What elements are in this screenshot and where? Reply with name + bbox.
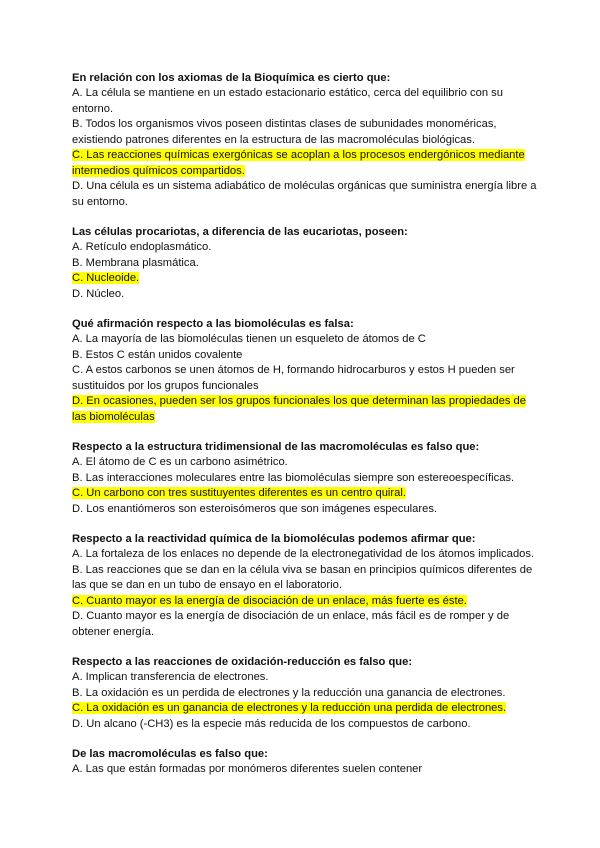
answer-option-highlighted	[72, 271, 540, 287]
answer-option	[72, 363, 540, 394]
answer-option	[72, 86, 540, 117]
question-block	[72, 440, 540, 517]
answer-option-highlighted	[72, 148, 540, 179]
answer-option	[72, 471, 540, 487]
question-text: Respecto a las reacciones de oxidación-reducción es falso que:	[72, 656, 413, 668]
answer-option-text: D. Núcleo.	[72, 287, 125, 300]
answer-option-text: A. Retículo endoplasmático.	[72, 241, 212, 253]
answer-option-text: C. Nucleoide.	[72, 272, 140, 284]
answer-option	[72, 547, 540, 563]
answer-option-text: C. Cuanto mayor es la energía de disociación de un enlace, más fuerte es éste.	[72, 594, 467, 607]
question-block	[72, 655, 540, 732]
answer-option-text: A. Implican transferencia de electrones.	[72, 671, 269, 683]
answer-option	[72, 717, 540, 733]
answer-option	[72, 117, 540, 148]
answer-option-text: A. La fortaleza de los enlaces no depende de la electronegatividad de los átomos implicados.	[72, 548, 535, 560]
answer-option	[72, 332, 540, 348]
answer-option-text: D. Una célula es un sistema adiabático de moléculas orgánicas que suministra energía libre a su entorno.	[72, 180, 537, 208]
answer-option-text: C. Un carbono con tres sustituyentes diferentes es un centro quiral.	[72, 487, 406, 499]
answer-option-text: A. Las que están formadas por monómeros diferentes suelen contener	[72, 763, 423, 775]
answer-option-text: A. El átomo de C es un carbono asimétrico.	[72, 456, 288, 468]
answer-option	[72, 686, 540, 702]
answer-option	[72, 179, 540, 210]
answer-option-text: C. A estos carbonos se unen átomos de H, formando hidrocarburos y estos H pueden ser sustituidos por los grupos funcionales	[72, 364, 515, 392]
answer-option	[72, 256, 540, 272]
answer-option	[72, 563, 540, 594]
answer-option-text: B. Las reacciones que se dan en la célula viva se basan en principios químicos diferentes de las que se dan en un tubo de ensayo en el laboratorio.	[72, 563, 533, 591]
answer-option-text: B. Las interacciones moleculares entre las biomoléculas siempre son estereoespecíficas.	[72, 471, 515, 484]
answer-option-highlighted	[72, 701, 540, 717]
answer-option	[72, 762, 540, 778]
question-block	[72, 225, 540, 302]
answer-option-text: D. En ocasiones, pueden ser los grupos funcionales los que determinan las propiedades de las biomoléculas	[72, 395, 527, 423]
answer-option-text: A. La mayoría de las biomoléculas tienen un esqueleto de átomos de C	[72, 333, 426, 345]
answer-option-text: D. Los enantiómeros son esteroisómeros que son imágenes especulares.	[72, 502, 438, 515]
answer-option-highlighted	[72, 394, 540, 425]
question-block	[72, 71, 540, 210]
answer-option	[72, 609, 540, 640]
answer-option-highlighted	[72, 486, 540, 502]
answer-option-text: D. Cuanto mayor es la energía de disociación de un enlace, más fácil es de romper y de obtener energía.	[72, 610, 510, 638]
answer-option	[72, 455, 540, 471]
question-block	[72, 317, 540, 425]
answer-option	[72, 240, 540, 256]
question-text: Respecto a la reactividad química de la biomoléculas podemos afirmar que:	[72, 533, 476, 545]
question-text: Las células procariotas, a diferencia de las eucariotas, poseen:	[72, 226, 408, 238]
question-text: Qué afirmación respecto a las biomoléculas es falsa:	[72, 318, 354, 330]
question-block	[72, 747, 540, 778]
answer-option-text: B. Membrana plasmática.	[72, 256, 199, 269]
answer-option	[72, 287, 540, 303]
answer-option	[72, 348, 540, 364]
answer-option-text: B. La oxidación es un perdida de electrones y la reducción una ganancia de electrones.	[72, 686, 506, 699]
question-text: Respecto a la estructura tridimensional de las macromoléculas es falso que:	[72, 441, 480, 453]
answer-option-text: D. Un alcano (-CH3) es la especie más reducida de los compuestos de carbono.	[72, 717, 471, 730]
question-block	[72, 532, 540, 640]
answer-option	[72, 502, 540, 518]
question-text: En relación con los axiomas de la Bioquímica es cierto que:	[72, 72, 391, 84]
answer-option-text: C. Las reacciones químicas exergónicas se acoplan a los procesos endergónicos mediante intermedios químicos compartidos.	[72, 149, 525, 177]
answer-option-highlighted	[72, 594, 540, 610]
question-text: De las macromoléculas es falso que:	[72, 748, 268, 760]
answer-option-text: C. La oxidación es un ganancia de electrones y la reducción una perdida de electrones.	[72, 702, 507, 714]
answer-option-text: B. Estos C están unidos covalente	[72, 348, 243, 361]
answer-option	[72, 670, 540, 686]
answer-option-text: B. Todos los organismos vivos poseen distintas clases de subunidades monoméricas, existiendo patrones diferentes en la estructura de las macromoléculas biológicas.	[72, 118, 497, 146]
answer-option-text: A. La célula se mantiene en un estado estacionario estático, cerca del equilibrio con su entorno.	[72, 87, 503, 115]
